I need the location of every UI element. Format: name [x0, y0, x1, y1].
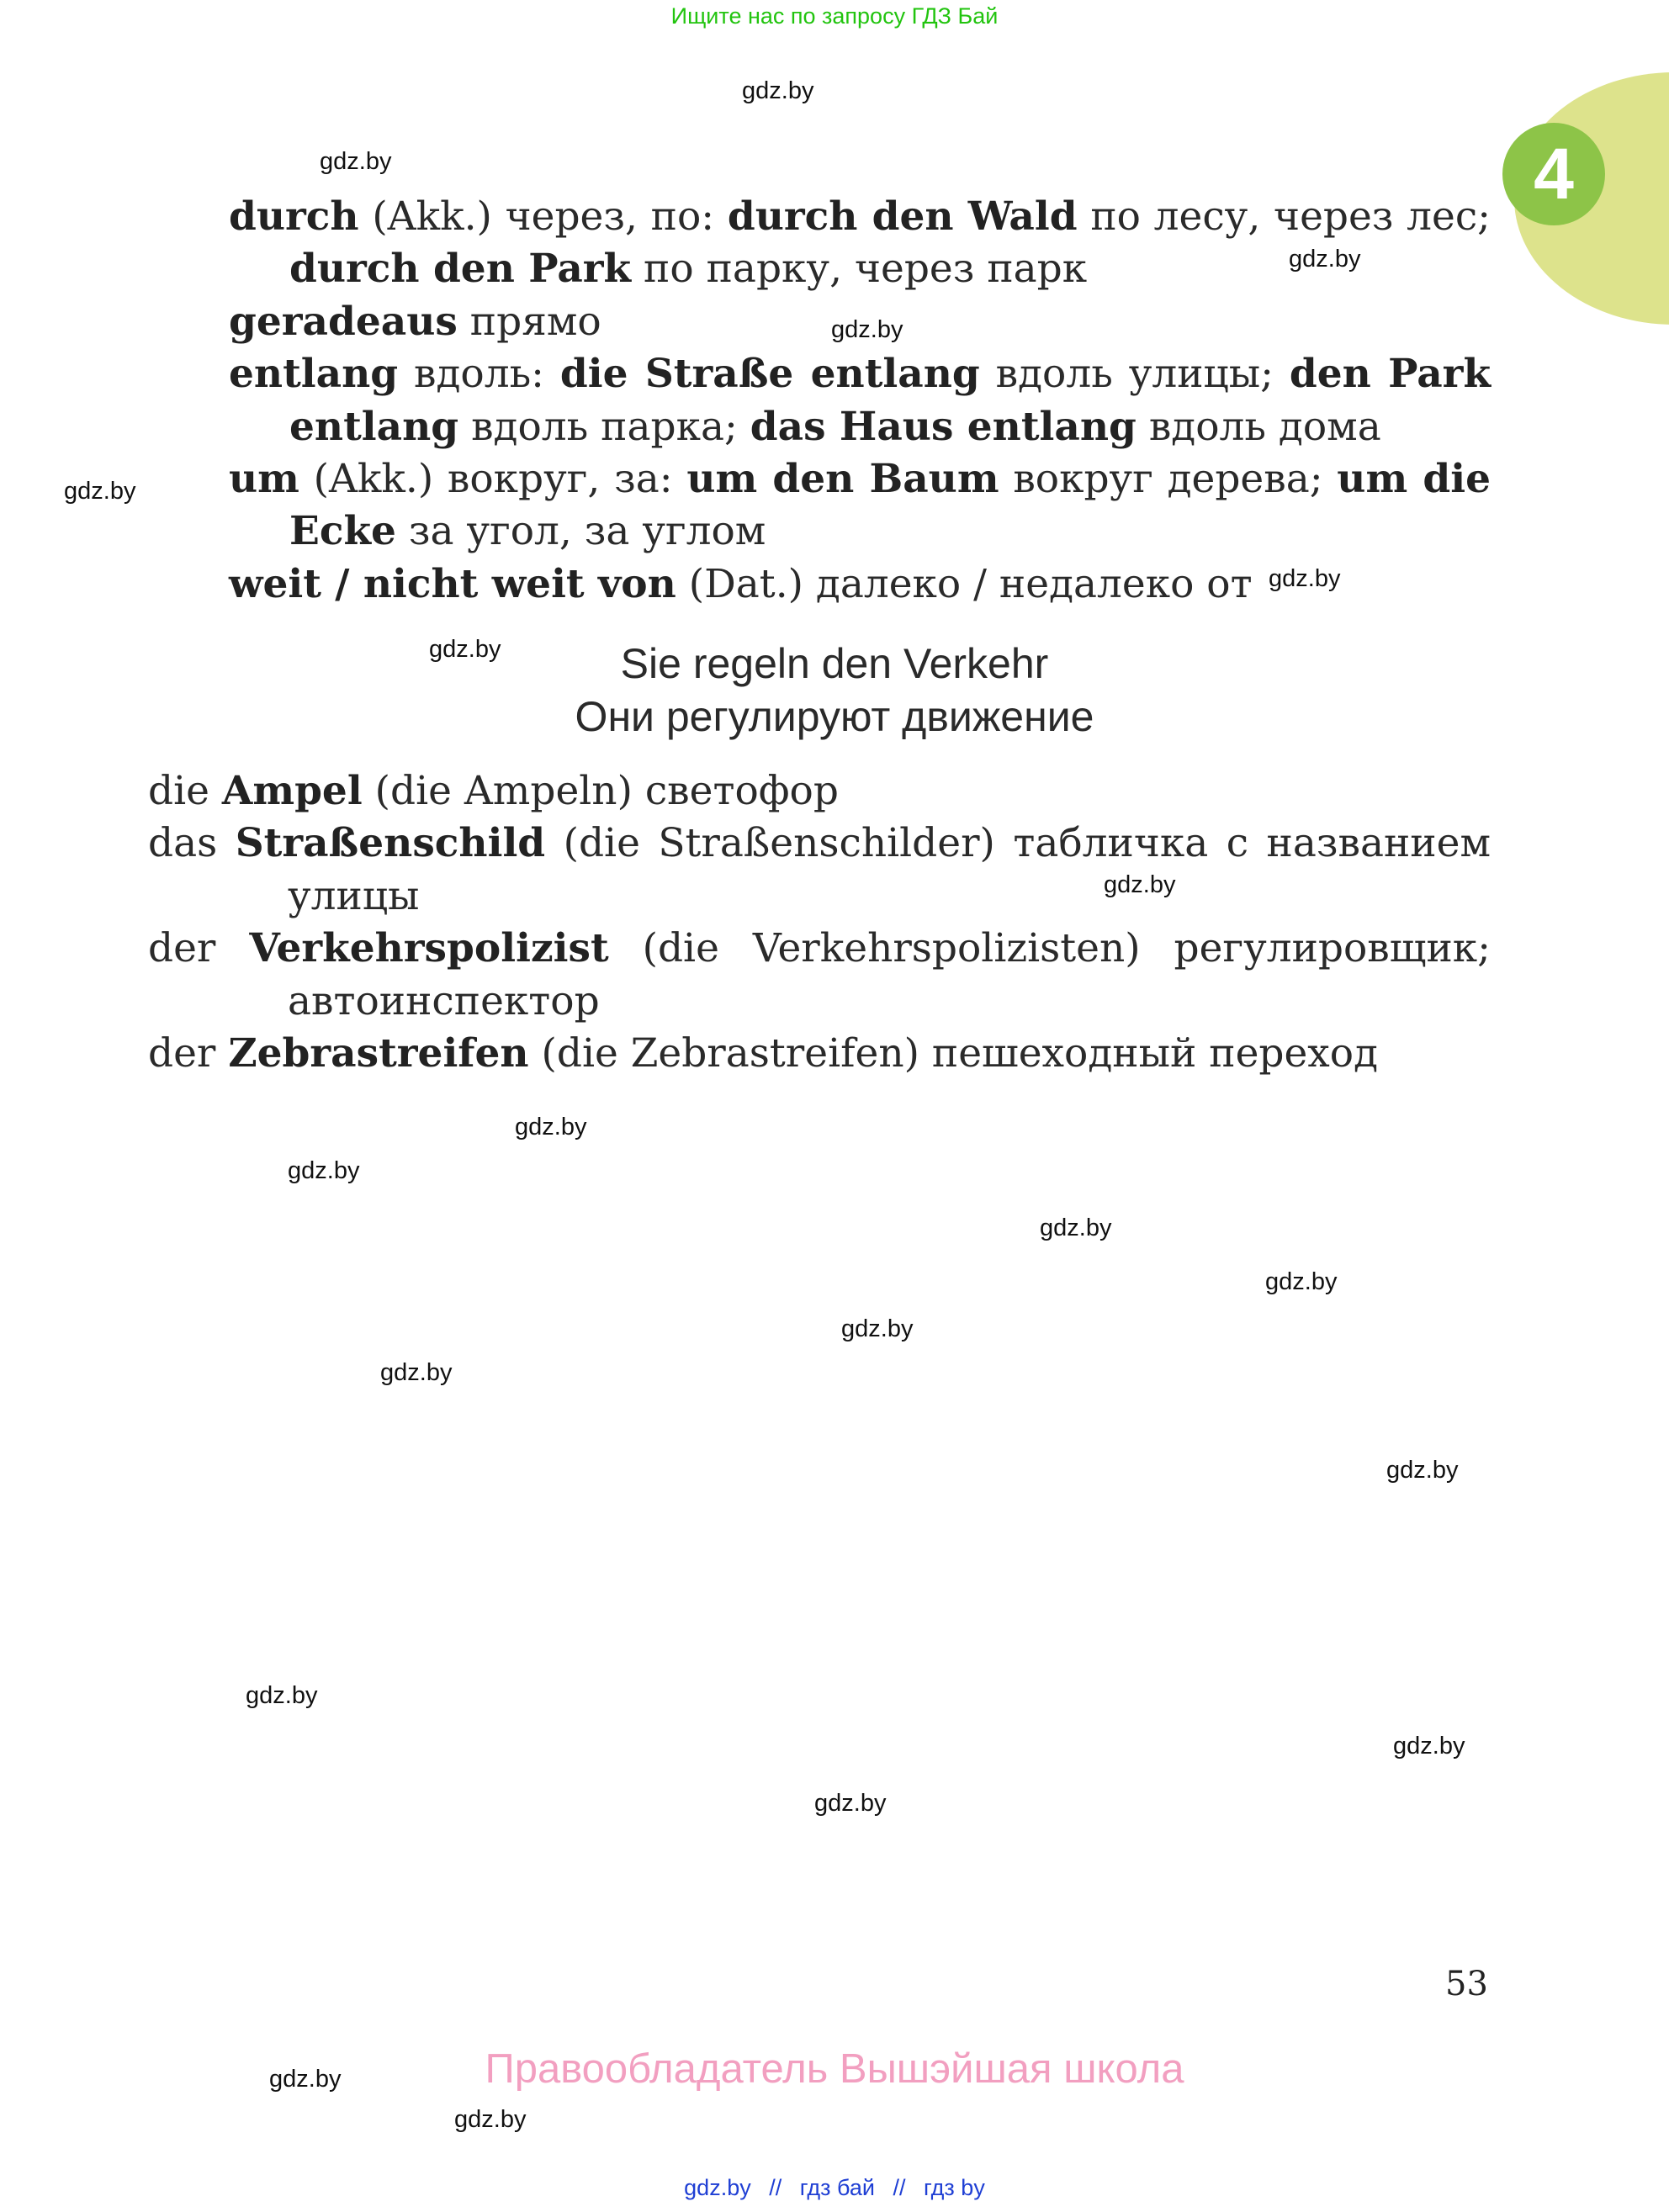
vocabulary-text: (Dat.) далеко / недалеко от: [676, 560, 1253, 607]
watermark: gdz.by: [64, 478, 136, 505]
vocabulary-term: um: [229, 456, 299, 503]
vocabulary-entry: [229, 348, 1491, 453]
vocabulary-entry: [148, 923, 1491, 1028]
watermark: gdz.by: [841, 1315, 914, 1342]
vocabulary-text: по парку, через парк: [631, 246, 1088, 293]
section-heading-german: Sie regeln den Verkehr: [620, 640, 1049, 687]
vocabulary-term: durch den Wald: [727, 193, 1078, 240]
vocabulary-term: das Haus entlang: [750, 403, 1137, 450]
vocabulary-text: вдоль улицы;: [979, 351, 1290, 398]
footer-link[interactable]: гдз бай: [799, 2175, 875, 2200]
vocabulary-term: weit / nicht weit von: [229, 560, 676, 607]
watermark: gdz.by: [320, 148, 392, 175]
footer-separator: //: [769, 2175, 782, 2200]
vocabulary-text: (die Zebrastreifen) пешеходный переход: [528, 1030, 1379, 1077]
watermark: gdz.by: [1393, 1733, 1465, 1760]
vocabulary-term: Straßenschild: [235, 820, 546, 867]
copyright-notice: Правообладатель Вышэйшая школа: [485, 2046, 1184, 2092]
vocabulary-entry: [229, 558, 1491, 611]
vocabulary-text: (die Straßenschilder) табличка с названием улицы: [288, 820, 1492, 919]
vocabulary-term: die Straße entlang: [559, 351, 980, 398]
watermark: gdz.by: [1386, 1457, 1459, 1484]
watermark: gdz.by: [515, 1114, 587, 1140]
vocabulary-text: вдоль дома: [1136, 403, 1381, 450]
footer-separator: //: [893, 2175, 906, 2200]
watermark: gdz.by: [246, 1682, 318, 1709]
vocabulary-text: вдоль:: [398, 351, 560, 398]
vocabulary-term: um die Ecke: [289, 456, 1491, 555]
vocabulary-term: Ampel: [221, 768, 363, 814]
vocabulary-text: (die Verkehrspolizisten) регулировщик; автоинспектор: [288, 925, 1491, 1024]
vocabulary-entry: [148, 765, 1491, 818]
vocabulary-text: die: [148, 768, 222, 814]
footer-link[interactable]: gdz.by: [684, 2175, 751, 2200]
vocabulary-text: der: [148, 1030, 229, 1077]
footer-links: [0, 2175, 1669, 2201]
vocabulary-term: entlang: [229, 351, 399, 398]
vocabulary-text: прямо: [457, 298, 601, 345]
vocabulary-entry: [148, 818, 1491, 923]
watermark: gdz.by: [429, 636, 501, 663]
top-banner[interactable]: Ищите нас по запросу ГДЗ Бай: [670, 3, 999, 29]
vocabulary-text: :: [701, 193, 728, 240]
vocabulary-text: за угол, за углом: [395, 508, 766, 555]
vocabulary-list-traffic: [148, 765, 1491, 1080]
vocabulary-list-prepositions: [229, 191, 1491, 611]
watermark: gdz.by: [380, 1359, 453, 1386]
watermark: gdz.by: [1269, 565, 1341, 592]
vocabulary-text: по лесу, через лес;: [1077, 193, 1491, 240]
footer-link[interactable]: гдз by: [924, 2175, 985, 2200]
vocabulary-text: das: [148, 820, 236, 867]
watermark: gdz.by: [454, 2106, 527, 2133]
vocabulary-term: um den Baum: [686, 456, 999, 503]
section-heading-russian: Они регулируют движение: [575, 693, 1094, 740]
watermark: gdz.by: [814, 1790, 887, 1817]
vocabulary-text: (Akk.) через, по: [358, 193, 702, 240]
vocabulary-entry: [148, 1028, 1491, 1080]
vocabulary-term: geradeaus: [229, 298, 458, 345]
vocabulary-text: вдоль парка;: [458, 403, 750, 450]
vocabulary-term: durch: [229, 193, 359, 240]
chapter-badge: 4: [1502, 123, 1605, 225]
watermark: gdz.by: [1104, 871, 1176, 898]
vocabulary-entry: [229, 191, 1491, 296]
vocabulary-entry: [229, 296, 1491, 348]
vocabulary-text: вокруг дерева;: [999, 456, 1338, 503]
vocabulary-term: Verkehrspolizist: [249, 925, 609, 972]
page-number: 53: [1445, 1965, 1488, 2003]
vocabulary-entry: [229, 453, 1491, 558]
vocabulary-text: der: [148, 925, 250, 972]
watermark: gdz.by: [288, 1157, 360, 1184]
vocabulary-text: (die Ampeln) светофор: [362, 768, 839, 814]
watermark: gdz.by: [269, 2066, 342, 2093]
vocabulary-term: durch den Park: [289, 246, 632, 293]
watermark: gdz.by: [1265, 1268, 1338, 1295]
watermark: gdz.by: [742, 77, 814, 104]
watermark: gdz.by: [831, 316, 903, 343]
vocabulary-term: den Park entlang: [289, 351, 1492, 450]
vocabulary-term: Zebrastreifen: [228, 1030, 529, 1077]
vocabulary-text: (Akk.) вокруг, за:: [299, 456, 687, 503]
watermark: gdz.by: [1289, 246, 1361, 273]
watermark: gdz.by: [1040, 1214, 1112, 1241]
